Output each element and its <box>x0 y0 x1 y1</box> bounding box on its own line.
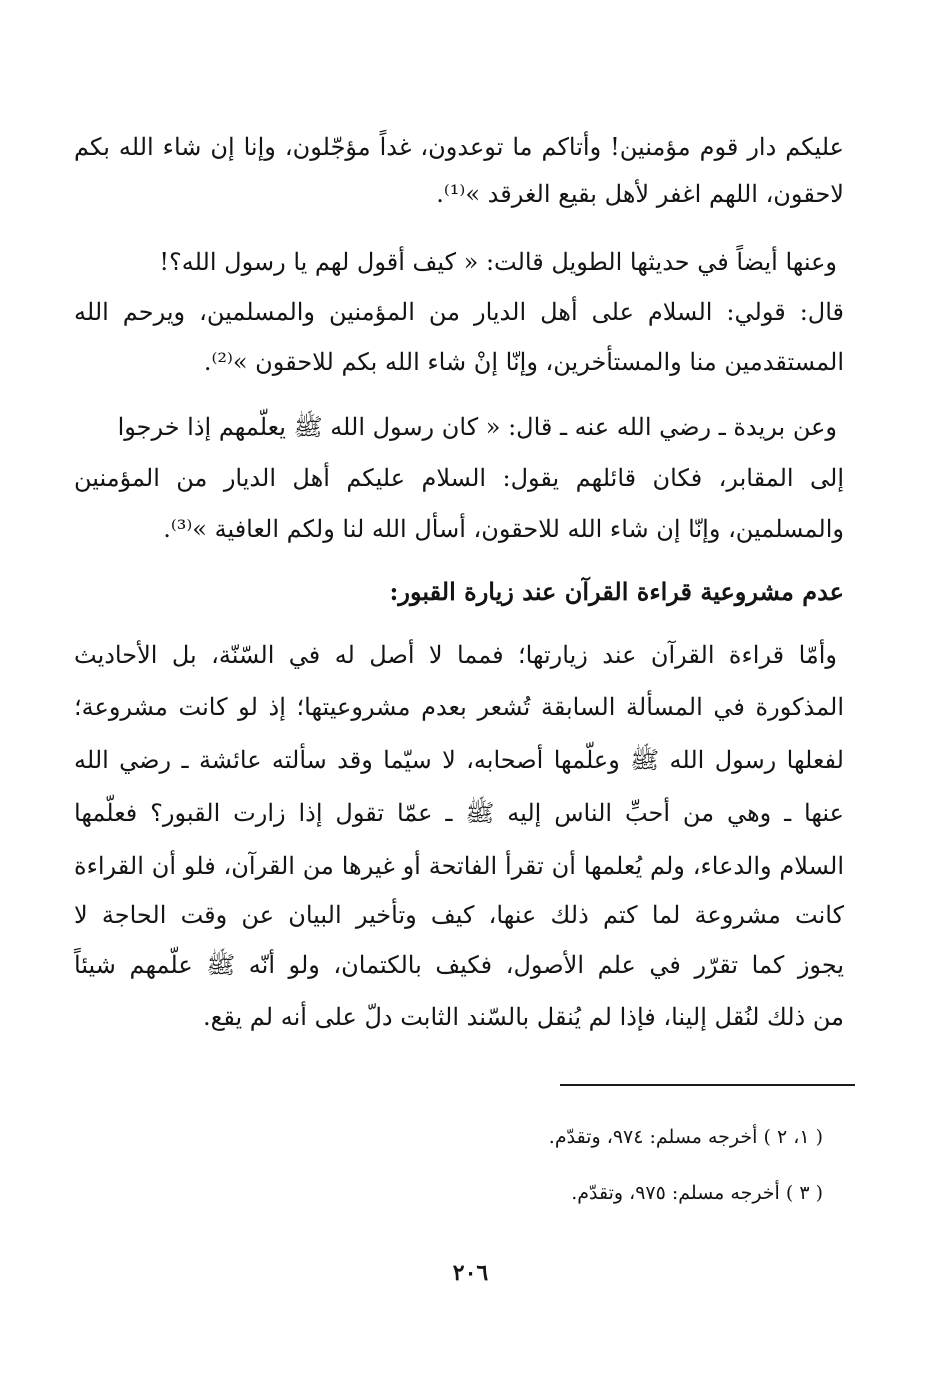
paragraph-2-line-1: وعنها أيضاً في حديثها الطويل قالت: « كيف أقول لهم يا رسول الله؟! <box>159 248 837 276</box>
paragraph-3-line-2: إلى المقابر، فكان قائلهم يقول: السلام عليكم أهل الديار من المؤمنين <box>74 464 844 492</box>
paragraph-2-line-3: المستقدمين منا والمستأخرين، وإنّا إنْ شاء الله بكم للاحقون »⁽²⁾. <box>203 348 844 376</box>
paragraph-4-line-7: يجوز كما تقرّر في علم الأصول، فكيف بالكتمان، ولو أنّه ﷺ علّمهم شيئاً <box>74 951 844 979</box>
footnote-2: ( ٣ ) أخرجه مسلم: ٩٧٥، وتقدّم. <box>571 1182 823 1204</box>
paragraph-1-line-1: عليكم دار قوم مؤمنين! وأتاكم ما توعدون، غداً مؤجّلون، وإنا إن شاء الله بكم <box>74 133 844 161</box>
paragraph-4-line-2: المذكورة في المسألة السابقة تُشعر بعدم مشروعيتها؛ إذ لو كانت مشروعة؛ <box>74 693 844 721</box>
footnote-separator <box>560 1084 855 1086</box>
paragraph-4-line-3: لفعلها رسول الله ﷺ وعلّمها أصحابه، لا سيّما وقد سألته عائشة ـ رضي الله <box>74 746 844 774</box>
paragraph-4-line-1: وأمّا قراءة القرآن عند زيارتها؛ فمما لا أصل له في السّنّة، بل الأحاديث <box>74 641 837 669</box>
paragraph-3-line-1: وعن بريدة ـ رضي الله عنه ـ قال: « كان رسول الله ﷺ يعلّمهم إذا خرجوا <box>117 413 837 441</box>
section-heading: عدم مشروعية قراءة القرآن عند زيارة القبور: <box>389 577 844 606</box>
paragraph-4-line-8: من ذلك لنُقل إلينا، فإذا لم يُنقل بالسّند الثابت دلّ على أنه لم يقع. <box>202 1003 844 1031</box>
footnote-1: ( ١، ٢ ) أخرجه مسلم: ٩٧٤، وتقدّم. <box>548 1126 823 1148</box>
page-number: ٢٠٦ <box>452 1260 489 1286</box>
paragraph-3-line-3: والمسلمين، وإنّا إن شاء الله للاحقون، أسأل الله لنا ولكم العافية »⁽³⁾. <box>163 515 844 543</box>
paragraph-2-line-2: قال: قولي: السلام على أهل الديار من المؤمنين والمسلمين، ويرحم الله <box>74 298 844 326</box>
paragraph-4-line-5: السلام والدعاء، ولم يُعلمها أن تقرأ الفاتحة أو غيرها من القرآن، فلو أن القراءة <box>74 852 844 880</box>
paragraph-1-line-2: لاحقون، اللهم اغفر لأهل بقيع الغرقد »⁽¹⁾. <box>436 180 844 208</box>
paragraph-4-line-6: كانت مشروعة لما كتم ذلك عنها، كيف وتأخير البيان عن وقت الحاجة لا <box>74 901 844 929</box>
paragraph-4-line-4: عنها ـ وهي من أحبِّ الناس إليه ﷺ ـ عمّا تقول إذا زارت القبور؟ فعلّمها <box>74 799 844 827</box>
